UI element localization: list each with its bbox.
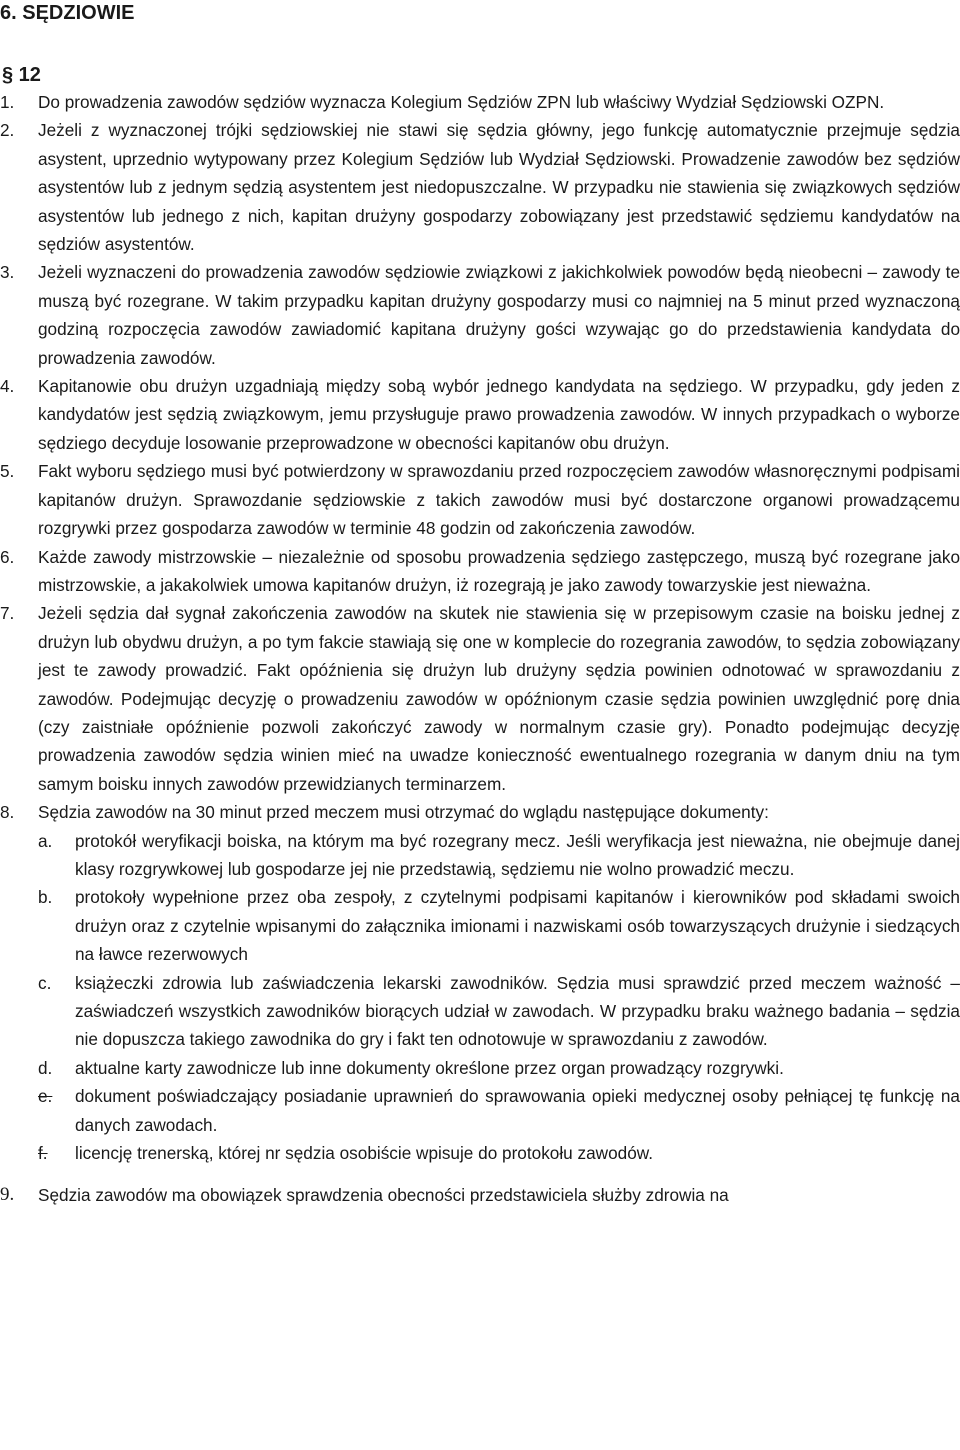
sub-item <box>0 1082 960 1139</box>
list-item <box>0 798 960 826</box>
sub-item-text: książeczki zdrowia lub zaświadczenia lekarski zawodników. Sędzia musi sprawdzić przed meczem ważność – zaświadczeń wszystkich zawodników biorących udział w zawodach. W przypadku braku ważnego badania – sędzia nie dopuszcza takiego zawodnika do gry i fakt ten odnotowuje w sprawozdaniu z zawodów. <box>75 972 960 1050</box>
spacer <box>0 1167 960 1181</box>
sub-item-letter: e. <box>38 1086 53 1107</box>
sub-item <box>0 1054 960 1082</box>
list-item <box>0 258 960 372</box>
item-text: Jeżeli sędzia dał sygnał zakończenia zawodów na skutek nie stawienia się w przepisowym czasie na boisku jednej z drużyn lub obydwu drużyn, a po tym fakcie stawiają się one w komplecie do rozegrania zawodów, to sędzia zobowiązany jest te zawody prowadzić. Fakt opóźnienia się drużyn lub drużyny sędzia powinien odnotować w sprawozdaniu z zawodów. Podejmując decyzję o prowadzeniu zawodów w opóźnionym czasie sędzia powinien uwzględnić porę dnia (czy zaistniałe opóźnienie pozwoli zakończyć zawody w normalnym czasie gry). Ponadto podejmując decyzję prowadzenia zawodów sędzia winien mieć na uwadze konieczność ewentualnego rozegrania w danym dniu na tym samym boisku innych zawodów przewidzianych terminarzem. <box>38 603 960 794</box>
sub-item-letter: c. <box>38 972 52 993</box>
item-text: Kapitanowie obu drużyn uzgadniają między sobą wybór jednego kandydata na sędziego. W przypadku, gdy jeden z kandydatów jest sędzią związkowym, jemu przysługuje prawo prowadzenia zawodów. W innych przypadkach o wyborze sędziego decyduje losowanie przeprowadzone w obecności kapitanów obu drużyn. <box>38 376 960 453</box>
list-item <box>0 372 960 457</box>
list-item <box>0 1181 960 1209</box>
item-number: 8. <box>0 802 15 823</box>
section-number: § 12 <box>2 64 41 86</box>
item-number: 7. <box>0 603 15 624</box>
list-item <box>0 599 960 798</box>
sub-item <box>0 969 960 1054</box>
rules-list <box>0 88 960 1210</box>
item-number: 4. <box>0 376 15 397</box>
sub-item-text: aktualne karty zawodnicze lub inne dokumenty określone przez organ prowadzący rozgrywki. <box>75 1057 784 1078</box>
item-number: 5. <box>0 461 15 482</box>
sub-item-text: protokoły wypełnione przez oba zespoły, z czytelnymi podpisami kapitanów i kierowników pod składami swoich drużyn oraz z czytelnie wpisanymi do załącznika imionami i nazwiskami osób towarzyszących drużynie i siedzących na ławce rezerwowych <box>75 887 960 965</box>
item-number: 3. <box>0 262 15 283</box>
item-number: 2. <box>0 120 15 141</box>
list-item <box>0 88 960 116</box>
list-item <box>0 543 960 600</box>
item-number: 6. <box>0 546 15 567</box>
item-text: Do prowadzenia zawodów sędziów wyznacza Kolegium Sędziów ZPN lub właściwy Wydział Sędziowski OZPN. <box>38 92 885 112</box>
item-number: 1. <box>0 92 15 112</box>
list-item <box>0 457 960 542</box>
sub-item <box>0 1139 960 1167</box>
sub-item-text: protokół weryfikacji boiska, na którym ma być rozegrany mecz. Jeśli weryfikacja jest nieważna, nie obejmuje danej klasy rozgrywkowej lub gospodarze jej nie przedstawią, sędziemu nie wolno prowadzić meczu. <box>75 830 960 879</box>
item-text: Sędzia zawodów na 30 minut przed meczem musi otrzymać do wglądu następujące dokumenty: <box>38 802 769 823</box>
sub-item-letter: d. <box>38 1057 53 1078</box>
sub-item-text: licencję trenerską, której nr sędzia osobiście wpisuje do protokołu zawodów. <box>75 1143 653 1164</box>
item-text: Sędzia zawodów ma obowiązek sprawdzenia obecności przedstawiciela służby zdrowia na <box>38 1185 729 1206</box>
item-text: Jeżeli z wyznaczonej trójki sędziowskiej nie stawi się sędzia główny, jego funkcję automatycznie przejmuje sędzia asystent, uprzednio wytypowany przez Kolegium Sędziów lub Wydział Sędziowski. Prowadzenie zawodów bez sędziów asystentów lub z jednym sędzią asystentem jest niedopuszczalne. W przypadku nie stawienia się związkowych sędziów asystentów lub jednego z nich, kapitan drużyny gospodarzy zobowiązany jest przedstawić sędziemu kandydatów na sędziów asystentów. <box>38 120 960 255</box>
sub-item-letter: b. <box>38 887 53 908</box>
sub-item-letter: a. <box>38 830 53 851</box>
item-text: Fakt wyboru sędziego musi być potwierdzony w sprawozdaniu przed rozpoczęciem zawodów własnoręcznymi podpisami kapitanów drużyn. Sprawozdanie sędziowskie z takich zawodów musi być dostarczone organowi prowadzącemu rozgrywki przez gospodarza zawodów w terminie 48 godzin od zakończenia zawodów. <box>38 461 960 539</box>
sub-item-letter: f. <box>38 1143 48 1164</box>
sub-item <box>0 827 960 884</box>
item-text: Jeżeli wyznaczeni do prowadzenia zawodów sędziowie związkowi z jakichkolwiek powodów będą nieobecni – zawody te muszą być rozegrane. W takim przypadku kapitan drużyny gospodarzy musi co najmniej na 5 minut przed wyznaczoną godziną rozpoczęcia zawodów zawiadomić kapitana drużyny gości wzywając go do przedstawienia kandydata do prowadzenia zawodów. <box>38 262 960 368</box>
list-item <box>0 116 960 258</box>
item-number: 9. <box>0 1184 15 1206</box>
chapter-heading: 6. SĘDZIOWIE <box>0 2 135 24</box>
item-text: Każde zawody mistrzowskie – niezależnie od sposobu prowadzenia sędziego zastępczego, muszą być rozegrane jako mistrzowskie, a jakakolwiek umowa kapitanów drużyn, iż rozegrają je jako zawody towarzyskie jest nieważna. <box>38 546 960 595</box>
sub-item-text: dokument poświadczający posiadanie uprawnień do sprawowania opieki medycznej osoby pełniącej tę funkcję na danych zawodach. <box>75 1086 960 1135</box>
sub-item <box>0 883 960 968</box>
